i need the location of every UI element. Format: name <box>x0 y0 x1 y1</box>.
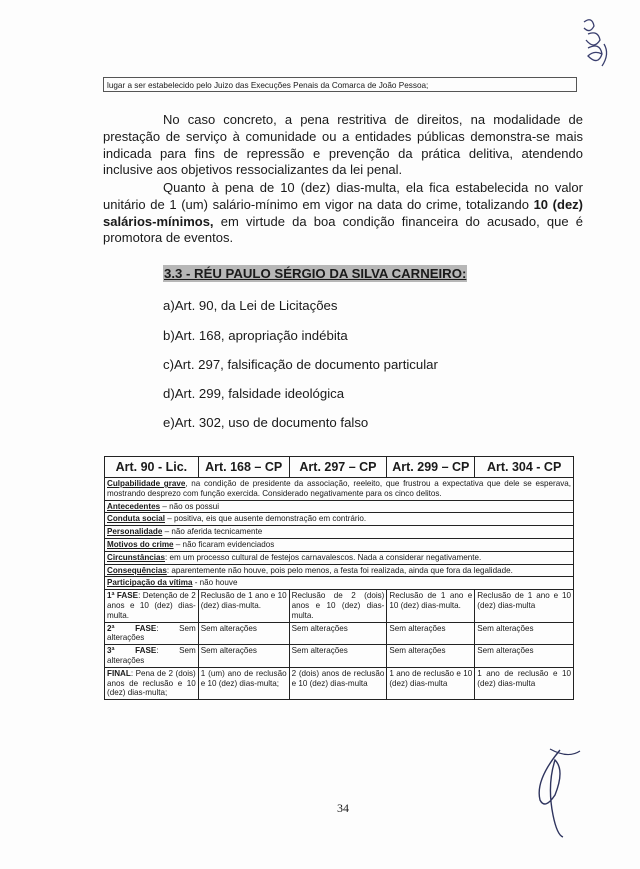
circumstance-label: Antecedentes <box>107 501 161 511</box>
phase-cell: Reclusão de 1 ano e 10 (dez) dias-multa <box>475 590 574 622</box>
phase-cell: 1 (um) ano de reclusão e 10 (dez) dias-multa; <box>198 667 289 699</box>
phase-cell: : Sem alterações <box>107 646 196 665</box>
phase-row <box>105 622 574 645</box>
phase-cell: : Detenção de 2 anos e 10 (dez) dias-multa. <box>107 591 196 620</box>
phase-cell: Reclusão de 1 ano e 10 (dez) dias-multa. <box>387 590 475 622</box>
crime-item: a)Art. 90, da Lei de Licitações <box>163 298 338 313</box>
circumstance-label: Personalidade <box>107 527 163 537</box>
handwritten-signature <box>520 745 590 845</box>
fine-text-before: Quanto à pena de 10 (dez) dias-multa, ela fica estabelecida no valor unitário de 1 (um) salário-mínimo em vigor na data do crime, totalizando <box>103 180 583 212</box>
circumstance-text: : em um processo cultural de festejos carnavalescos. Nada a considerar negativamente. <box>165 552 482 562</box>
circumstance-label: Conduta social <box>107 514 166 524</box>
phase-row <box>105 590 574 622</box>
fine-text-after: em virtude da boa condição financeira do acusado, que é promotora de eventos. <box>103 213 583 246</box>
crime-item: d)Art. 299, falsidade ideológica <box>163 386 345 401</box>
circumstance-text: – não os possui <box>160 501 220 511</box>
col-header: Art. 168 – CP <box>198 457 289 478</box>
circumstance-text: , na condição de presidente da associação, reeleito, que frustrou a expectativa que dele se esperava, mostrando desprezo com função exercida. Considerado negativamente para os cinco delitos. <box>107 479 571 498</box>
phase-cell: 2 (dois) anos de reclusão e 10 (dez) dias-multa <box>289 667 387 699</box>
page-number: 34 <box>337 801 349 815</box>
phase-row <box>105 667 574 699</box>
phase-cell: Sem alterações <box>387 645 475 668</box>
phase-cell: Reclusão de 2 (dois) anos e 10 (dez) dias-multa. <box>289 590 387 622</box>
circumstance-label: Motivos do crime <box>107 539 174 549</box>
crime-item: e)Art. 302, uso de documento falso <box>163 415 369 430</box>
phase-cell: Reclusão de 1 ano e 10 (dez) dias-multa. <box>198 590 289 622</box>
table-row <box>105 577 574 590</box>
crime-item: c)Art. 297, falsificação de documento particular <box>163 357 438 372</box>
phase-cell: 1 ano de reclusão e 10 (dez) dias-multa <box>387 667 475 699</box>
phase-cell: 1 ano de reclusão e 10 (dez) dias-multa <box>475 667 574 699</box>
table-row <box>105 478 574 501</box>
phase-cell: Sem alterações <box>387 622 475 645</box>
circumstance-label: Participação da vítima <box>107 578 193 588</box>
phase-label: FINAL <box>107 668 131 678</box>
table-row <box>105 564 574 577</box>
phase-cell: Sem alterações <box>475 645 574 668</box>
paragraph-fine <box>103 180 583 247</box>
table-row <box>105 538 574 551</box>
table-header-row <box>105 457 574 478</box>
phase-label: 2ª FASE <box>107 623 157 633</box>
phase-label: 1ª FASE <box>107 591 139 601</box>
continued-text: lugar a ser estabelecido pelo Juizo das Execuções Penais da Comarca de João Pessoa; <box>107 81 429 90</box>
phase-label: 3ª FASE <box>107 646 157 656</box>
circumstance-text: - não houve <box>192 578 238 588</box>
phase-cell: Sem alterações <box>289 622 387 645</box>
col-header: Art. 90 - Lic. <box>105 457 199 478</box>
circumstance-label: Culpabilidade grave <box>107 479 186 488</box>
circumstance-text: – positiva, eis que ausente demonstração em contrário. <box>165 514 367 524</box>
paragraph-penalty-substitution: No caso concreto, a pena restritiva de direitos, na modalidade de prestação de serviço à comunidade ou a entidades públicas demonstra-se mais indicada para fins de repressão e prevenção da prática delitiva, atendendo inclusive aos objetivos ressocializantes da lei penal. <box>103 112 583 178</box>
phase-cell: : Sem alterações <box>107 623 196 643</box>
phase-cell: Sem alterações <box>198 622 289 645</box>
table-row <box>105 526 574 539</box>
phase-cell: : Pena de 2 (dois) anos de reclusão e 10 (dez) dias-multa; <box>107 668 196 698</box>
table-row <box>105 500 574 513</box>
continued-text-box <box>103 77 577 92</box>
circumstance-text: : aparentemente não houve, pois pelo menos, a festa foi realizada, ainda que fora da legalidade. <box>166 565 513 575</box>
circumstance-label: Consequências <box>107 565 167 575</box>
dosimetry-table <box>104 456 574 700</box>
phase-cell: Sem alterações <box>198 645 289 668</box>
circumstance-label: Circunstâncias <box>107 552 166 562</box>
section-heading: 3.3 - RÉU PAULO SÉRGIO DA SILVA CARNEIRO: <box>164 266 467 281</box>
phase-cell: Sem alterações <box>475 622 574 645</box>
crime-item: b)Art. 168, apropriação indébita <box>163 328 348 343</box>
phase-row <box>105 645 574 668</box>
table-row <box>105 551 574 564</box>
handwritten-page-stamp <box>574 14 624 74</box>
phase-cell: Sem alterações <box>289 645 387 668</box>
circumstance-text: – não ficaram evidenciados <box>173 539 275 549</box>
circumstance-text: – não aferida tecnicamente <box>162 527 263 537</box>
table-row <box>105 513 574 526</box>
col-header: Art. 304 - CP <box>475 457 574 478</box>
fine-total: 10 (dez) salários-mínimos, <box>103 196 583 229</box>
col-header: Art. 299 – CP <box>387 457 475 478</box>
col-header: Art. 297 – CP <box>289 457 387 478</box>
